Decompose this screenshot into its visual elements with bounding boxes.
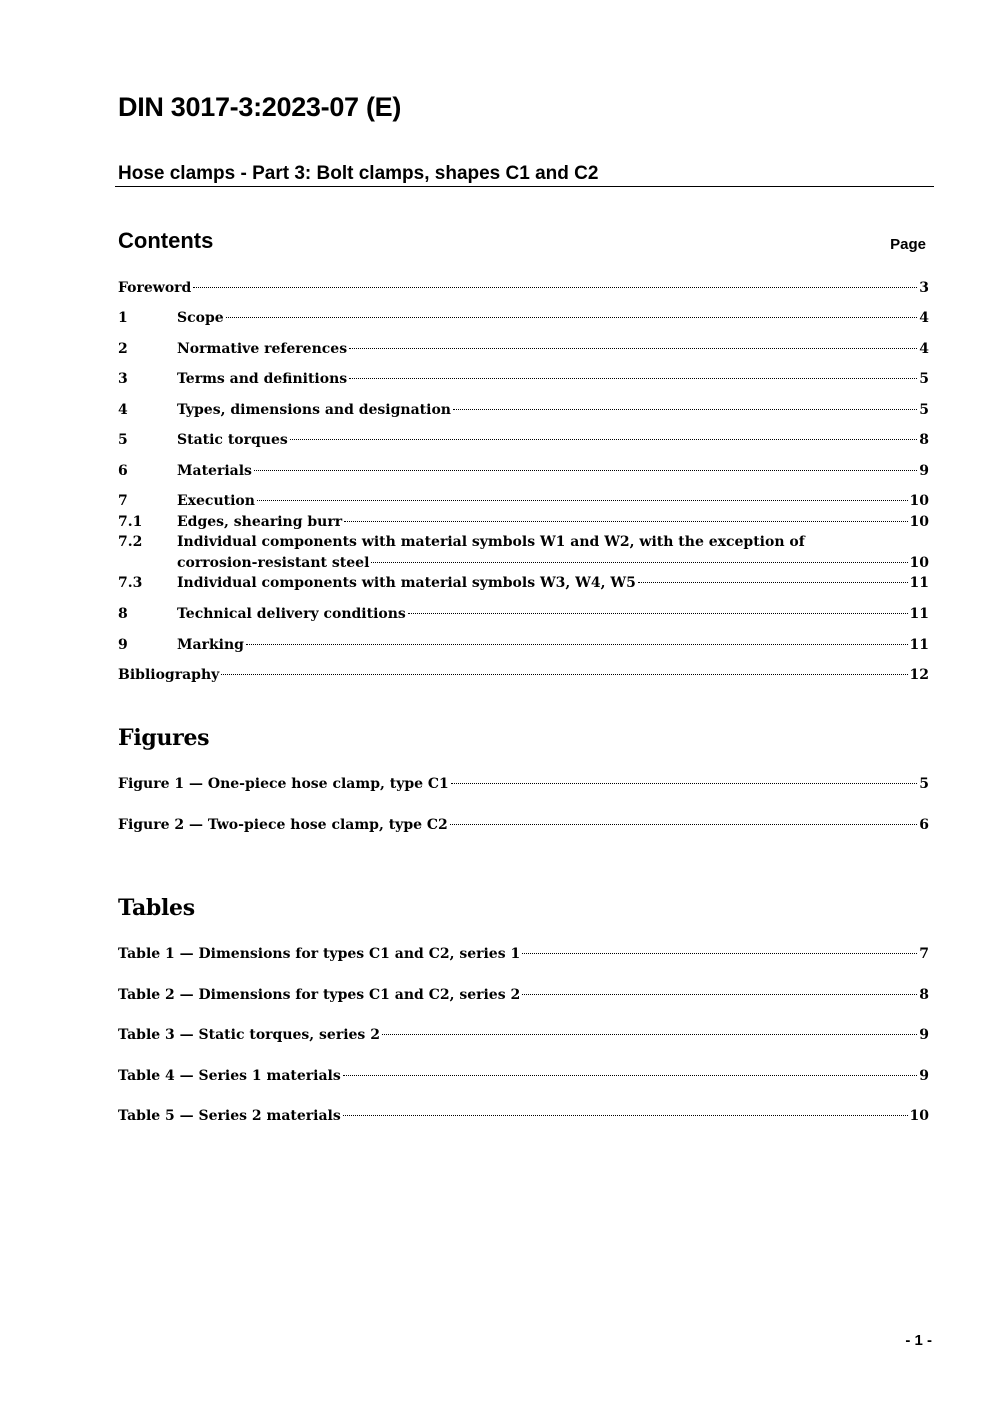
dot-leader bbox=[638, 582, 908, 583]
toc-entry-number: 6 bbox=[118, 463, 128, 479]
toc-entry-static-torques[interactable] bbox=[118, 430, 929, 450]
toc-entry-marking[interactable] bbox=[118, 635, 929, 655]
dot-leader bbox=[257, 500, 908, 501]
figure-entry-page: 6 bbox=[919, 817, 929, 833]
toc-entry-page: 12 bbox=[909, 667, 929, 683]
figure-entry-1[interactable] bbox=[118, 774, 929, 794]
toc-entry-page: 3 bbox=[919, 280, 929, 296]
toc-entry-normative-references[interactable] bbox=[118, 339, 929, 359]
toc-entry-number: 7.2 bbox=[118, 534, 143, 550]
dot-leader bbox=[453, 409, 917, 410]
table-entry-title: Table 2 — Dimensions for types C1 and C2, series 2 bbox=[118, 987, 521, 1003]
toc-entry-title: Materials bbox=[177, 463, 252, 479]
dot-leader bbox=[408, 613, 908, 614]
dot-leader bbox=[349, 378, 917, 379]
toc-entry-number: 2 bbox=[118, 341, 128, 357]
toc-entry-title: Technical delivery conditions bbox=[177, 606, 406, 622]
dot-leader bbox=[254, 470, 917, 471]
contents-heading: Contents bbox=[118, 228, 214, 253]
toc-entry-page: 10 bbox=[909, 493, 929, 509]
toc-entry-number: 8 bbox=[118, 606, 128, 622]
dot-leader bbox=[450, 824, 917, 825]
toc-entry-types-dimensions[interactable] bbox=[118, 400, 929, 420]
dot-leader bbox=[290, 439, 917, 440]
dot-leader bbox=[343, 1115, 908, 1116]
table-entry-4[interactable] bbox=[118, 1066, 929, 1086]
toc-entry-title: Individual components with material symbols W1 and W2, with the exception of bbox=[177, 534, 805, 550]
table-entry-page: 10 bbox=[909, 1108, 929, 1124]
table-entry-title: Table 1 — Dimensions for types C1 and C2, series 1 bbox=[118, 946, 521, 962]
toc-entry-title: Execution bbox=[177, 493, 255, 509]
dot-leader bbox=[221, 674, 907, 675]
toc-entry-scope[interactable] bbox=[118, 308, 929, 328]
toc-entry-components-w1-w2[interactable] bbox=[118, 532, 929, 552]
document-id: DIN 3017-3:2023-07 (E) bbox=[118, 92, 402, 122]
toc-entry-materials[interactable] bbox=[118, 461, 929, 481]
toc-entry-edges-burr[interactable] bbox=[118, 512, 929, 532]
document-subtitle: Hose clamps - Part 3: Bolt clamps, shapes C1 and C2 bbox=[118, 163, 599, 184]
toc-entry-page: 8 bbox=[919, 432, 929, 448]
title-rule bbox=[115, 186, 934, 187]
table-entry-1[interactable] bbox=[118, 944, 929, 964]
toc-entry-number: 7.1 bbox=[118, 514, 143, 530]
dot-leader bbox=[344, 521, 907, 522]
table-entry-title: Table 3 — Static torques, series 2 bbox=[118, 1027, 380, 1043]
toc-entry-execution[interactable] bbox=[118, 491, 929, 511]
toc-entry-page: 10 bbox=[909, 514, 929, 530]
figure-entry-page: 5 bbox=[919, 776, 929, 792]
table-entry-page: 9 bbox=[919, 1027, 929, 1043]
toc-entry-number: 1 bbox=[118, 310, 128, 326]
toc-entry-page: 4 bbox=[919, 310, 929, 326]
toc-entry-title: Edges, shearing burr bbox=[177, 514, 343, 530]
dot-leader bbox=[371, 562, 907, 563]
toc-entry-page: 11 bbox=[909, 637, 929, 653]
figure-entry-title: Figure 1 — One-piece hose clamp, type C1 bbox=[118, 776, 449, 792]
page-column-label: Page bbox=[890, 236, 926, 253]
table-entry-5[interactable] bbox=[118, 1106, 929, 1126]
table-entry-title: Table 5 — Series 2 materials bbox=[118, 1108, 341, 1124]
figure-entry-title: Figure 2 — Two-piece hose clamp, type C2 bbox=[118, 817, 448, 833]
dot-leader bbox=[246, 644, 908, 645]
toc-entry-foreword[interactable] bbox=[118, 278, 929, 298]
toc-entry-page: 5 bbox=[919, 371, 929, 387]
dot-leader bbox=[522, 994, 917, 995]
dot-leader bbox=[382, 1034, 917, 1035]
toc-entry-components-w1-w2-continuation[interactable] bbox=[177, 553, 929, 573]
toc-entry-page: 10 bbox=[909, 555, 929, 571]
dot-leader bbox=[226, 317, 918, 318]
toc-entry-title: Static torques bbox=[177, 432, 288, 448]
toc-entry-bibliography[interactable] bbox=[118, 665, 929, 685]
dot-leader bbox=[193, 287, 917, 288]
toc-entry-number: 7 bbox=[118, 493, 128, 509]
toc-entry-title: Types, dimensions and designation bbox=[177, 402, 451, 418]
toc-entry-title: Terms and definitions bbox=[177, 371, 348, 387]
figures-heading: Figures bbox=[118, 725, 210, 751]
toc-entry-title: Individual components with material symbols W3, W4, W5 bbox=[177, 575, 636, 591]
dot-leader bbox=[349, 348, 917, 349]
table-entry-page: 8 bbox=[919, 987, 929, 1003]
toc-entry-number: 5 bbox=[118, 432, 128, 448]
toc-entry-title: Marking bbox=[177, 637, 244, 653]
toc-entry-number: 7.3 bbox=[118, 575, 143, 591]
toc-entry-page: 9 bbox=[919, 463, 929, 479]
dot-leader bbox=[343, 1075, 918, 1076]
figure-entry-2[interactable] bbox=[118, 815, 929, 835]
toc-entry-page: 11 bbox=[909, 575, 929, 591]
dot-leader bbox=[522, 953, 917, 954]
toc-entry-number: 3 bbox=[118, 371, 128, 387]
toc-entry-delivery-conditions[interactable] bbox=[118, 604, 929, 624]
toc-entry-page: 5 bbox=[919, 402, 929, 418]
toc-entry-terms-definitions[interactable] bbox=[118, 369, 929, 389]
toc-entry-title: Bibliography bbox=[118, 667, 220, 683]
toc-entry-title: Foreword bbox=[118, 280, 192, 296]
dot-leader bbox=[451, 783, 917, 784]
toc-entry-page: 11 bbox=[909, 606, 929, 622]
footer-page-number: - 1 - bbox=[905, 1332, 932, 1349]
toc-entry-components-w3-w5[interactable] bbox=[118, 573, 929, 593]
table-entry-3[interactable] bbox=[118, 1025, 929, 1045]
toc-entry-number: 9 bbox=[118, 637, 128, 653]
toc-entry-title: Normative references bbox=[177, 341, 348, 357]
table-entry-2[interactable] bbox=[118, 985, 929, 1005]
toc-entry-title: Scope bbox=[177, 310, 224, 326]
toc-entry-title-continued: corrosion-resistant steel bbox=[177, 555, 370, 571]
table-entry-page: 9 bbox=[919, 1068, 929, 1084]
table-entry-page: 7 bbox=[919, 946, 929, 962]
toc-entry-page: 4 bbox=[919, 341, 929, 357]
toc-entry-number: 4 bbox=[118, 402, 128, 418]
table-entry-title: Table 4 — Series 1 materials bbox=[118, 1068, 341, 1084]
tables-heading: Tables bbox=[118, 895, 195, 921]
